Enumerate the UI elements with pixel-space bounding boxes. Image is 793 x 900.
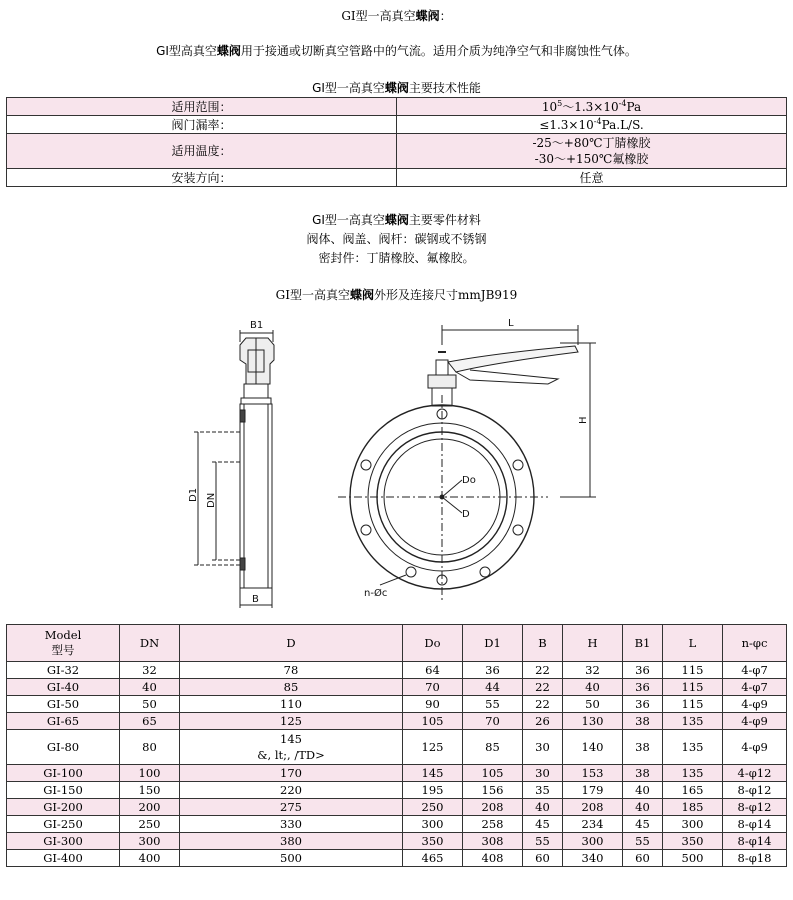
cell-do: 250 — [403, 799, 463, 816]
cell-d-value: 145 — [280, 732, 302, 746]
cell-h: 50 — [563, 696, 623, 713]
cell-b1: 36 — [623, 696, 663, 713]
cell-b1: 55 — [623, 833, 663, 850]
cell-b1: 40 — [623, 799, 663, 816]
cell-h: 32 — [563, 662, 623, 679]
cell-d1: 105 — [463, 765, 523, 782]
cell-b1: 40 — [623, 782, 663, 799]
range-value-b: ～1.3×10 — [562, 99, 619, 114]
table-row — [7, 833, 787, 850]
cell-dn: 300 — [120, 833, 180, 850]
spec-row-mount — [7, 169, 787, 187]
cell-do: 90 — [403, 696, 463, 713]
table-row — [7, 799, 787, 816]
cell-h: 340 — [563, 850, 623, 867]
cell-nc: 8-φ14 — [723, 833, 787, 850]
cell-l: 135 — [663, 713, 723, 730]
table-row — [7, 850, 787, 867]
cell-b1: 38 — [623, 713, 663, 730]
cell-b1: 45 — [623, 816, 663, 833]
cell-l: 500 — [663, 850, 723, 867]
cell-dn: 65 — [120, 713, 180, 730]
cell-nc: 4-φ9 — [723, 713, 787, 730]
cell-do: 350 — [403, 833, 463, 850]
cell-d: 85 — [180, 679, 403, 696]
cell-d-extra: &, lt;, /TD> — [257, 748, 325, 762]
title-keyword: 蝶阀 — [415, 9, 440, 23]
cell-b1: 36 — [623, 662, 663, 679]
cell-l: 165 — [663, 782, 723, 799]
cell-l: 115 — [663, 662, 723, 679]
table-row — [7, 816, 787, 833]
table-row — [7, 730, 787, 765]
header-h: H — [563, 625, 623, 662]
spec-caption-keyword: 蝶阀 — [384, 81, 409, 95]
cell-nc: 8-φ12 — [723, 782, 787, 799]
intro-keyword: 蝶阀 — [216, 44, 241, 58]
range-value-a: 10 — [541, 99, 558, 114]
intro-prefix: GI型高真空 — [156, 44, 217, 58]
label-d1: D1 — [188, 487, 199, 502]
cell-b: 40 — [523, 799, 563, 816]
label-n-dc: n-Øc — [364, 588, 388, 599]
cell-b1: 38 — [623, 765, 663, 782]
cell-d: 500 — [180, 850, 403, 867]
cell-d1: 208 — [463, 799, 523, 816]
range-value-exp2: -4 — [618, 98, 627, 108]
cell-model: GI-40 — [7, 679, 120, 696]
dimensions-table — [6, 624, 787, 867]
label-d: D — [462, 509, 470, 520]
front-view — [338, 325, 596, 600]
table-row — [7, 765, 787, 782]
cell-d: 170 — [180, 765, 403, 782]
table-row — [7, 679, 787, 696]
cell-b1: 60 — [623, 850, 663, 867]
cell-do: 70 — [403, 679, 463, 696]
cell-dn: 250 — [120, 816, 180, 833]
temp-value — [397, 134, 787, 169]
intro-body: 用于接通或切断真空管路中的气流。适用介质为纯净空气和非腐蚀性气体。 — [240, 44, 637, 58]
cell-do: 145 — [403, 765, 463, 782]
header-nc: n-φc — [723, 625, 787, 662]
spec-table — [6, 97, 787, 187]
table-row — [7, 662, 787, 679]
cell-b: 22 — [523, 679, 563, 696]
materials-caption — [0, 212, 793, 228]
label-l: L — [508, 318, 514, 329]
cell-dn: 150 — [120, 782, 180, 799]
cell-d1: 258 — [463, 816, 523, 833]
header-d: D — [180, 625, 403, 662]
cell-b: 60 — [523, 850, 563, 867]
header-b: B — [523, 625, 563, 662]
cell-nc: 8-φ18 — [723, 850, 787, 867]
cell-b1: 38 — [623, 730, 663, 765]
leak-value-unit: Pa.L/S. — [601, 117, 644, 132]
header-b1: B1 — [623, 625, 663, 662]
cell-do: 64 — [403, 662, 463, 679]
header-model — [7, 625, 120, 662]
cell-l: 185 — [663, 799, 723, 816]
spec-row-range — [7, 98, 787, 116]
label-dn: DN — [206, 492, 217, 508]
cell-model: GI-50 — [7, 696, 120, 713]
cell-do: 195 — [403, 782, 463, 799]
cell-d1: 55 — [463, 696, 523, 713]
cell-dn: 200 — [120, 799, 180, 816]
materials-line-1: 阀体、阀盖、阀杆：碳钢或不锈钢 — [306, 232, 487, 246]
dims-caption-prefix: GI型一高真空 — [275, 288, 350, 302]
cell-nc: 4-φ9 — [723, 696, 787, 713]
cell-l: 135 — [663, 730, 723, 765]
materials-caption-prefix: GI型一高真空 — [312, 213, 385, 227]
cell-l: 115 — [663, 696, 723, 713]
cell-b: 22 — [523, 662, 563, 679]
temp-value-nbr: -25～+80℃丁腈橡胶 — [532, 136, 651, 150]
materials-caption-keyword: 蝶阀 — [384, 213, 409, 227]
label-h: H — [578, 416, 589, 424]
temp-label: 适用温度： — [7, 134, 397, 169]
spec-caption-prefix: GI型一高真空 — [312, 81, 385, 95]
cell-do: 300 — [403, 816, 463, 833]
cell-dn: 80 — [120, 730, 180, 765]
valve-drawing — [0, 310, 793, 615]
mount-label: 安装方向： — [7, 169, 397, 187]
cell-d1: 156 — [463, 782, 523, 799]
intro-text — [0, 43, 793, 59]
cell-dn: 400 — [120, 850, 180, 867]
table-row — [7, 713, 787, 730]
cell-model: GI-32 — [7, 662, 120, 679]
cell-model: GI-80 — [7, 730, 120, 765]
cell-d: 78 — [180, 662, 403, 679]
header-dn: DN — [120, 625, 180, 662]
spec-caption — [0, 80, 793, 96]
cell-b: 30 — [523, 730, 563, 765]
label-do: Do — [462, 475, 476, 486]
cell-h: 40 — [563, 679, 623, 696]
cell-d1: 85 — [463, 730, 523, 765]
cell-h: 234 — [563, 816, 623, 833]
cell-dn: 32 — [120, 662, 180, 679]
range-value-unit: Pa — [626, 99, 642, 114]
cell-d: 380 — [180, 833, 403, 850]
cell-b: 45 — [523, 816, 563, 833]
cell-dn: 40 — [120, 679, 180, 696]
dims-caption-keyword: 蝶阀 — [350, 288, 375, 302]
cell-d: 220 — [180, 782, 403, 799]
cell-model: GI-200 — [7, 799, 120, 816]
cell-l: 300 — [663, 816, 723, 833]
cell-d1: 36 — [463, 662, 523, 679]
spec-row-temp — [7, 134, 787, 169]
cell-model: GI-400 — [7, 850, 120, 867]
materials-line-2: 密封件：丁腈橡胶、氟橡胶。 — [318, 251, 475, 265]
cell-model: GI-300 — [7, 833, 120, 850]
mount-value: 任意 — [397, 169, 787, 187]
cell-h: 140 — [563, 730, 623, 765]
cell-nc: 8-φ14 — [723, 816, 787, 833]
cell-model: GI-250 — [7, 816, 120, 833]
cell-do: 465 — [403, 850, 463, 867]
cell-b1: 36 — [623, 679, 663, 696]
header-l: L — [663, 625, 723, 662]
leak-value-a: ≤1.3×10 — [539, 117, 594, 132]
cell-dn: 50 — [120, 696, 180, 713]
cell-nc: 4-φ9 — [723, 730, 787, 765]
cell-h: 179 — [563, 782, 623, 799]
label-b1: B1 — [250, 320, 264, 331]
leak-value — [397, 116, 787, 134]
cell-dn: 100 — [120, 765, 180, 782]
header-do: Do — [403, 625, 463, 662]
cell-b: 35 — [523, 782, 563, 799]
cell-b: 30 — [523, 765, 563, 782]
cell-nc: 8-φ12 — [723, 799, 787, 816]
header-d1: D1 — [463, 625, 523, 662]
cell-l: 350 — [663, 833, 723, 850]
spec-row-leak — [7, 116, 787, 134]
cell-d: 110 — [180, 696, 403, 713]
cell-model: GI-100 — [7, 765, 120, 782]
temp-value-fkm: -30～+150℃氟橡胶 — [534, 152, 649, 166]
dims-body — [7, 662, 787, 867]
cell-nc: 4-φ12 — [723, 765, 787, 782]
cell-l: 115 — [663, 679, 723, 696]
table-row — [7, 782, 787, 799]
spec-caption-suffix: 主要技术性能 — [408, 81, 481, 95]
leak-label: 阀门漏率： — [7, 116, 397, 134]
cell-model: GI-150 — [7, 782, 120, 799]
cell-h: 208 — [563, 799, 623, 816]
cell-nc: 4-φ7 — [723, 679, 787, 696]
cell-d — [180, 730, 403, 765]
cell-d1: 70 — [463, 713, 523, 730]
header-model-cn: 型号 — [51, 643, 75, 657]
range-label: 适用范围： — [7, 98, 397, 116]
label-b: B — [252, 594, 259, 605]
dims-header-row — [7, 625, 787, 662]
cell-h: 130 — [563, 713, 623, 730]
header-model-en: Model — [44, 628, 82, 642]
cell-do: 125 — [403, 730, 463, 765]
cell-do: 105 — [403, 713, 463, 730]
materials-caption-suffix: 主要零件材料 — [408, 213, 481, 227]
cell-h: 153 — [563, 765, 623, 782]
side-view — [194, 330, 274, 608]
dims-caption — [0, 287, 793, 303]
cell-model: GI-65 — [7, 713, 120, 730]
range-value — [397, 98, 787, 116]
page-title — [0, 8, 793, 24]
cell-d: 125 — [180, 713, 403, 730]
cell-b: 26 — [523, 713, 563, 730]
cell-d1: 308 — [463, 833, 523, 850]
cell-nc: 4-φ7 — [723, 662, 787, 679]
leak-value-exp: -4 — [593, 116, 602, 126]
title-text: GI型一高真空 — [341, 9, 416, 23]
range-value-exp1: 5 — [557, 98, 563, 108]
cell-d: 275 — [180, 799, 403, 816]
cell-d: 330 — [180, 816, 403, 833]
cell-b: 55 — [523, 833, 563, 850]
cell-l: 135 — [663, 765, 723, 782]
cell-d1: 44 — [463, 679, 523, 696]
dims-caption-suffix: 外形及连接尺寸mmJB919 — [374, 288, 518, 302]
cell-h: 300 — [563, 833, 623, 850]
table-row — [7, 696, 787, 713]
title-suffix: ： — [439, 9, 452, 23]
cell-d1: 408 — [463, 850, 523, 867]
cell-b: 22 — [523, 696, 563, 713]
